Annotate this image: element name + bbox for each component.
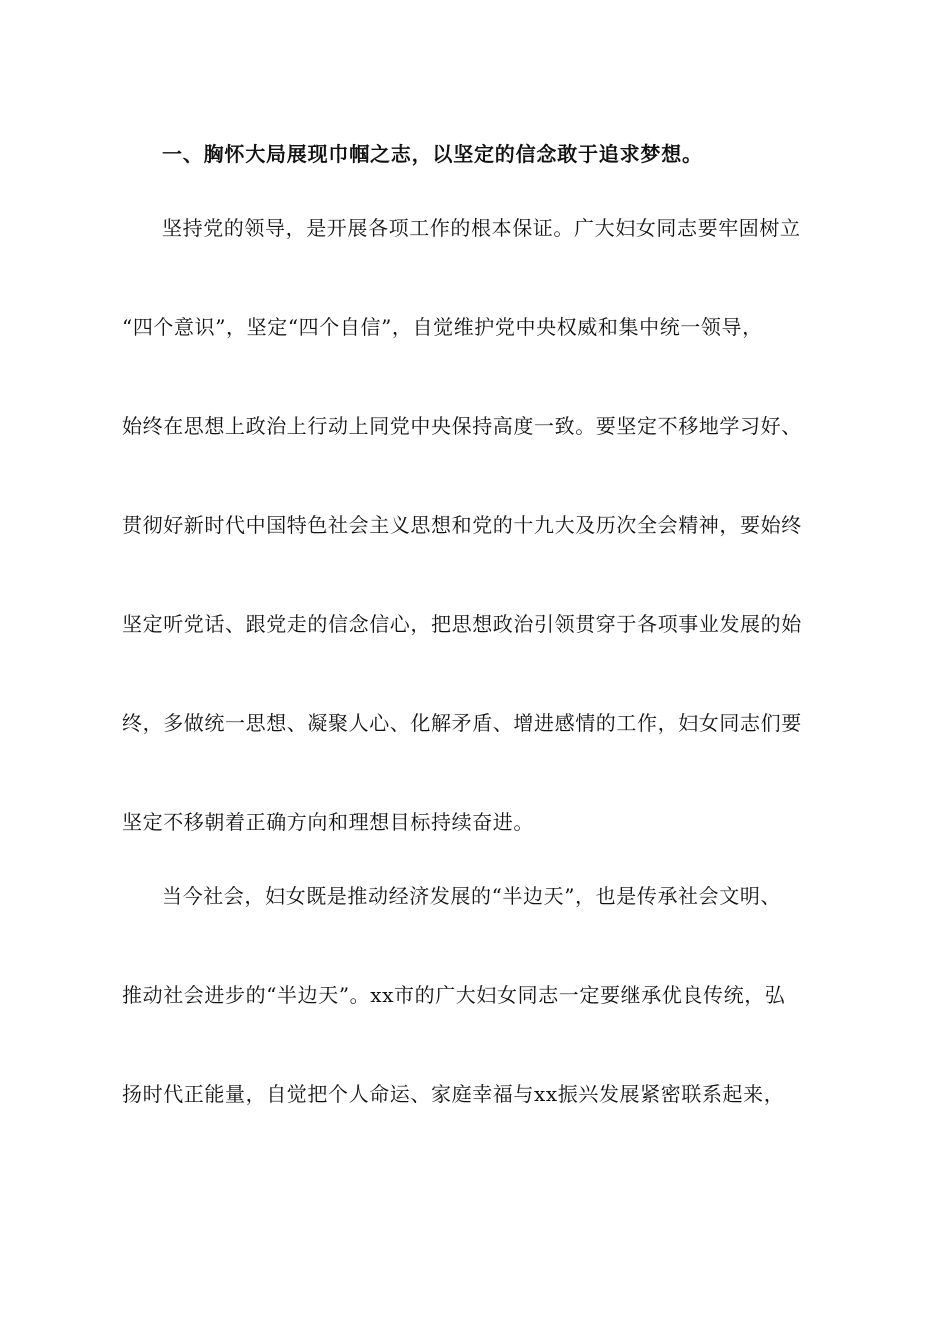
paragraph-1-line-2: “四个意识”，坚定“四个自信”，自觉维护党中央权威和集中统一领导， (122, 315, 763, 339)
paragraph-1-line-4: 贯彻好新时代中国特色社会主义思想和党的十九大及历次全会精神，要始终 (122, 513, 802, 537)
paragraph-2-line-2: 推动社会进步的“半边天”。xx市的广大妇女同志一定要继承优良传统，弘 (122, 983, 786, 1007)
paragraph-1-line-1: 坚持党的领导，是开展各项工作的根本保证。广大妇女同志要牢固树立 (162, 216, 801, 240)
paragraph-1-line-3: 始终在思想上政治上行动上同党中央保持高度一致。要坚定不移地学习好、 (122, 414, 802, 438)
paragraph-2-line-1: 当今社会，妇女既是推动经济发展的“半边天”，也是传承社会文明、 (162, 884, 782, 908)
paragraph-1-line-6: 终，多做统一思想、凝聚人心、化解矛盾、增进感情的工作，妇女同志们要 (122, 711, 802, 735)
paragraph-2-line-3: 扬时代正能量，自觉把个人命运、家庭幸福与xx振兴发展紧密联系起来， (122, 1082, 785, 1106)
section-heading: 一、胸怀大局展现巾帼之志，以坚定的信念敢于追求梦想。 (162, 142, 703, 166)
paragraph-1-line-7: 坚定不移朝着正确方向和理想目标持续奋进。 (122, 810, 534, 834)
paragraph-1-line-5: 坚定听党话、跟党走的信念信心，把思想政治引领贯穿于各项事业发展的始 (122, 612, 802, 636)
